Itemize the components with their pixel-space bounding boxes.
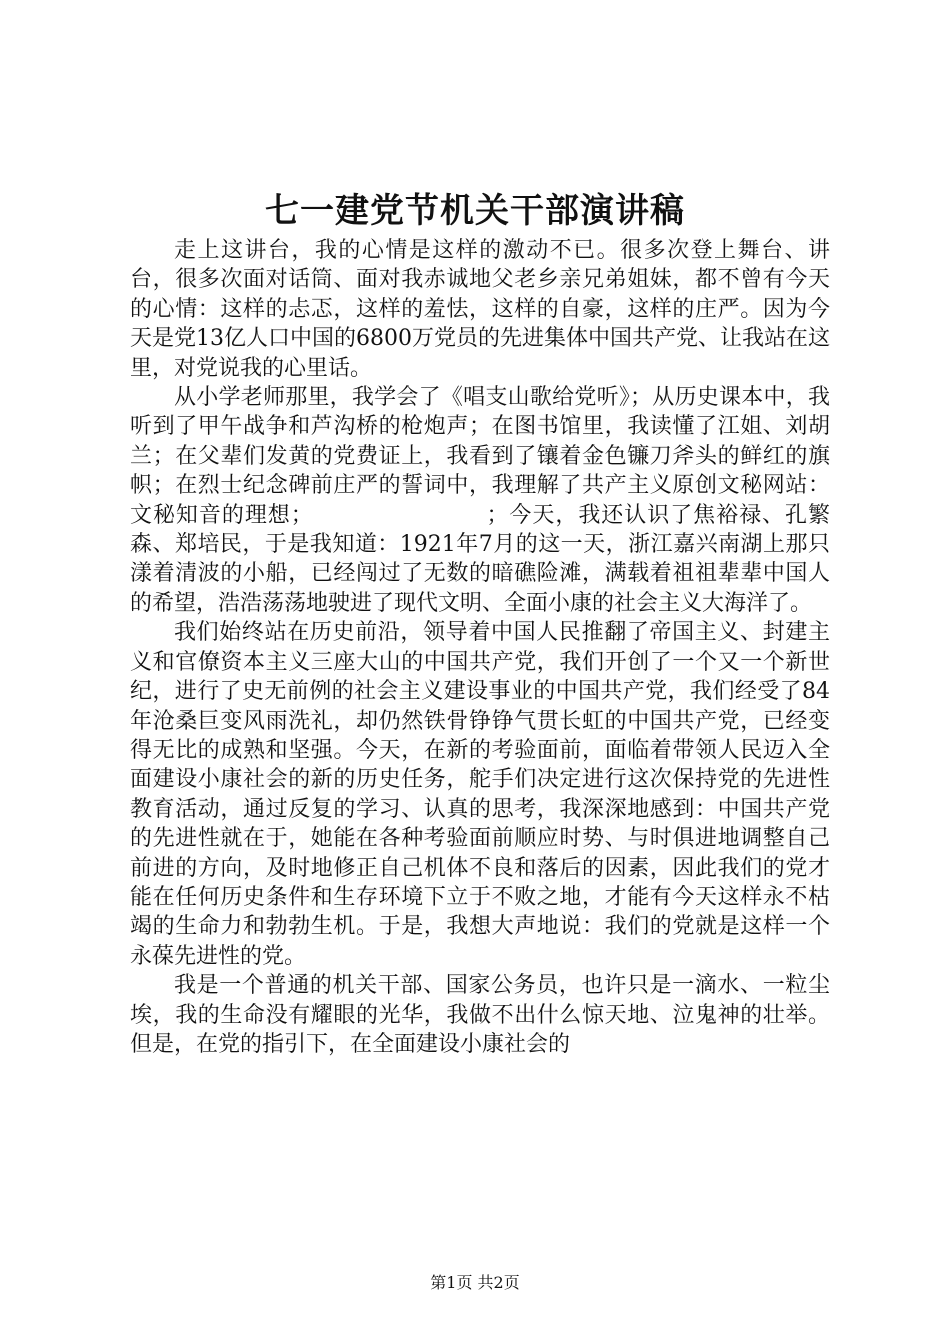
paragraph-1: 走上这讲台，我的心情是这样的激动不已。很多次登上舞台、讲台，很多次面对话筒、面对我赤诚地父老乡亲兄弟姐妹，都不曾有今天的心情：这样的忐忑，这样的羞怯，这样的自豪，这样的庄严。因为今天是党13亿人口中国的6800万党员的先进集体中国共产党、让我站在这里，对党说我的心里话。 (130, 238, 830, 381)
document-body (130, 236, 830, 1059)
paragraph-4: 我是一个普通的机关干部、国家公务员，也许只是一滴水、一粒尘埃，我的生命没有耀眼的光华，我做不出什么惊天地、泣鬼神的壮举。但是，在党的指引下，在全面建设小康社会的 (130, 973, 830, 1057)
page-footer: 第1页 共2页 (430, 1273, 520, 1292)
paragraph-3: 我们始终站在历史前沿，领导着中国人民推翻了帝国主义、封建主义和官僚资本主义三座大山的中国共产党，我们开创了一个又一个新世纪，进行了史无前例的社会主义建设事业的中国共产党，我们经受了84年沧桑巨变风雨洗礼，却仍然铁骨铮铮气贯长虹的中国共产党，已经变得无比的成熟和坚强。今天，在新的考验面前，面临着带领人民迈入全面建设小康社会的新的历史任务，舵手们决定进行这次保持党的先进性教育活动，通过反复的学习、认真的思考，我深深地感到：中国共产党的先进性就在于，她能在各种考验面前顺应时势、与时俱进地调整自己前进的方向，及时地修正自己机体不良和落后的因素，因此我们的党才能在任何历史条件和生存环境下立于不败之地，才能有今天这样永不枯竭的生命力和勃勃生机。于是，我想大声地说：我们的党就是这样一个永葆先进性的党。 (130, 620, 830, 969)
document-title: 七一建党节机关干部演讲稿 (265, 191, 685, 231)
paragraph-2: 从小学老师那里，我学会了《唱支山歌给党听》；从历史课本中，我听到了甲午战争和芦沟桥的枪炮声；在图书馆里，我读懂了江姐、刘胡兰；在父辈们发黄的党费证上，我看到了镶着金色镰刀斧头的鲜红的旗帜；在烈士纪念碑前庄严的誓词中，我理解了共产主义原创文秘网站：文秘知音的理想； ；今天，我还认识了焦裕禄、孔繁森、郑培民，于是我知道：1921年7月的这一天，浙江嘉兴南湖上那只漾着清波的小船，已经闯过了无数的暗礁险滩，满载着祖祖辈辈中国人的希望，浩浩荡荡地驶进了现代文明、全面小康的社会主义大海洋了。 (130, 385, 830, 616)
